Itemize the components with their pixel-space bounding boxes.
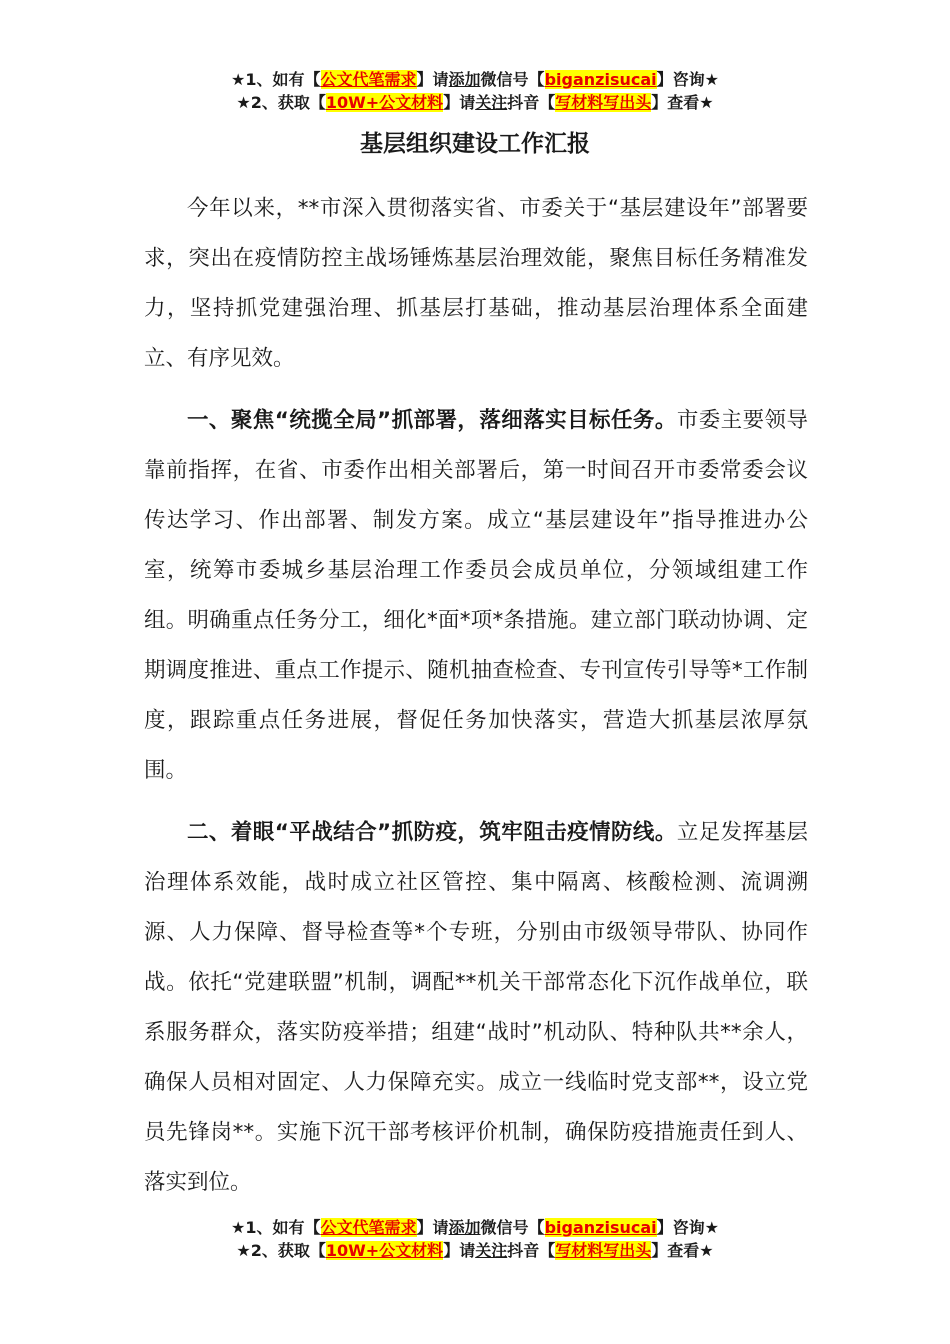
banner-highlight: 公文代笔需求: [320, 1218, 417, 1237]
banner-text: ★1、如有【: [231, 1218, 321, 1237]
banner-text: 抖音【: [507, 93, 556, 112]
section-paragraph-1: [144, 396, 808, 796]
banner-text: 】查看★: [651, 93, 714, 112]
section-text: 立足发挥基层治理体系效能，战时成立社区管控、集中隔离、核酸检测、流调溯源、人力保障、督导检查等*个专班，分别由市级领导带队、协同作战。依托“党建联盟”机制，调配**机关干部常态化下沉作战单位，联系服务群众，落实防疫举措；组建“战时”机动队、特种队共**余人，确保人员相对固定、人力保障充实。成立一线临时党支部**，设立党员先锋岗**。实施下沉干部考核评价机制，确保防疫措施责任到人、落实到位。: [144, 820, 808, 1195]
banner-text: 微信号【: [480, 70, 545, 89]
banner-wechat-id: biganzisucai: [544, 1218, 657, 1237]
banner-text: 抖音【: [507, 1241, 556, 1260]
banner-emphasis: 添加: [448, 1218, 481, 1237]
banner-text: ★2、获取【: [236, 1241, 326, 1260]
banner-text: 微信号【: [480, 1218, 545, 1237]
header-banner: [0, 68, 950, 114]
banner-line-1: [0, 1216, 950, 1239]
banner-emphasis: 添加: [448, 70, 481, 89]
banner-douyin-account: 写材料写出头: [555, 93, 652, 112]
banner-text: 】请: [416, 1218, 449, 1237]
section-heading: 一、聚焦“统揽全局”抓部署，落细落实目标任务。: [187, 408, 677, 433]
banner-line-2: [0, 1239, 950, 1262]
banner-text: ★1、如有【: [231, 70, 321, 89]
banner-highlight: 10W+公文材料: [325, 93, 444, 112]
banner-emphasis: 关注: [475, 93, 508, 112]
banner-emphasis: 关注: [475, 1241, 508, 1260]
banner-line-1: [0, 68, 950, 91]
banner-line-2: [0, 91, 950, 114]
footer-banner: [0, 1216, 950, 1262]
banner-text: 】查看★: [651, 1241, 714, 1260]
document-title: 基层组织建设工作汇报: [360, 131, 590, 157]
banner-highlight: 10W+公文材料: [325, 1241, 444, 1260]
section-heading: 二、着眼“平战结合”抓防疫，筑牢阻击疫情防线。: [187, 820, 677, 845]
banner-text: 】请: [416, 70, 449, 89]
banner-text: 】请: [443, 1241, 476, 1260]
section-text: 市委主要领导靠前指挥，在省、市委作出相关部署后，第一时间召开市委常委会议传达学习、作出部署、制发方案。成立“基层建设年”指导推进办公室，统筹市委城乡基层治理工作委员会成员单位，分领域组建工作组。明确重点任务分工，细化*面*项*条措施。建立部门联动协调、定期调度推进、重点工作提示、随机抽查检查、专刊宣传引导等*工作制度，跟踪重点任务进展，督促任务加快落实，营造大抓基层浓厚氛围。: [144, 408, 808, 783]
banner-text: 】咨询★: [656, 1218, 719, 1237]
banner-text: 】请: [443, 93, 476, 112]
document-body: [144, 184, 808, 1208]
banner-text: 】咨询★: [656, 70, 719, 89]
banner-text: ★2、获取【: [236, 93, 326, 112]
banner-douyin-account: 写材料写出头: [555, 1241, 652, 1260]
intro-paragraph: 今年以来，**市深入贯彻落实省、市委关于“基层建设年”部署要求，突出在疫情防控主战场锤炼基层治理效能，聚焦目标任务精准发力，坚持抓党建强治理、抓基层打基础，推动基层治理体系全面建立、有序见效。: [144, 196, 808, 371]
banner-wechat-id: biganzisucai: [544, 70, 657, 89]
banner-highlight: 公文代笔需求: [320, 70, 417, 89]
section-paragraph-2: [144, 808, 808, 1208]
